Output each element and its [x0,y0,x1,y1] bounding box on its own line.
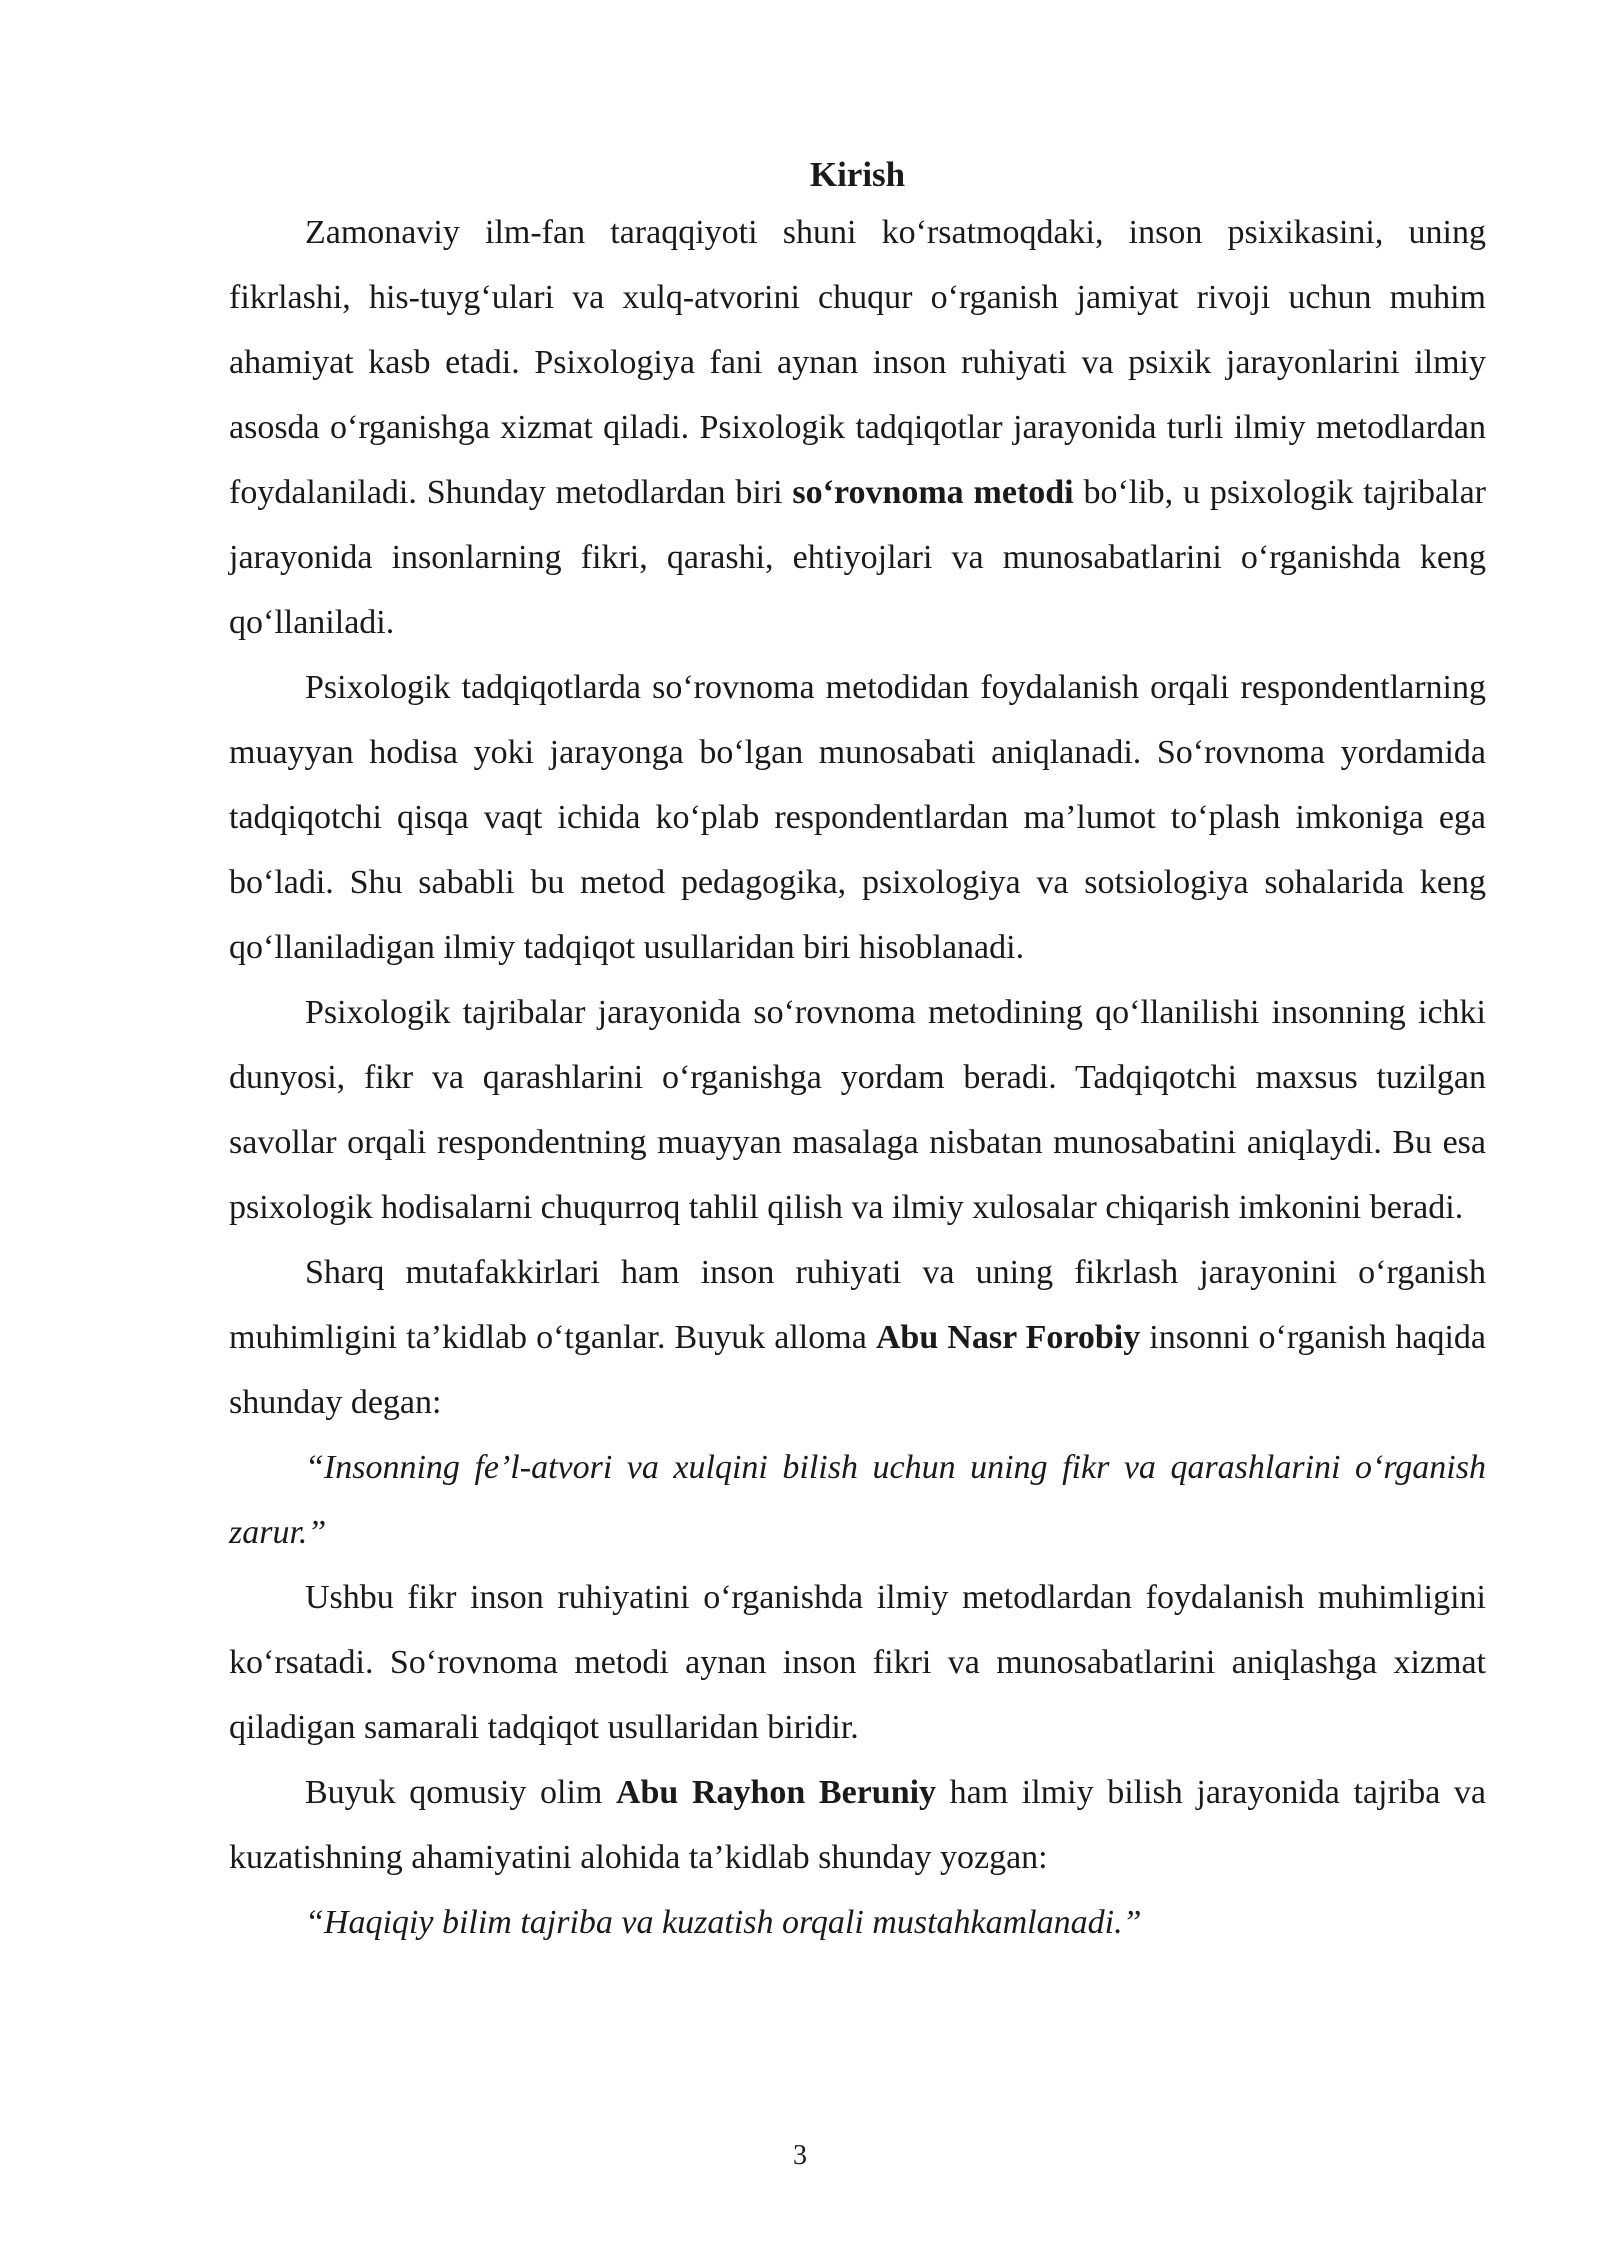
paragraph-6-bold-name: Abu Rayhon Beruniy [615,1774,937,1811]
paragraph-4-bold-name: Abu Nasr Forobiy [875,1319,1141,1356]
paragraph-3: Psixologik tajribalar jarayonida so‘rovnoma metodining qo‘llanilishi insonning ichki dunyosi, fikr va qarashlarini o‘rganishga yordam beradi. Tadqiqotchi maxsus tuzilgan savollar orqali respondentning muayyan masalaga nisbatan munosabatini aniqlaydi. Bu esa psixologik hodisalarni chuqurroq tahlil qilish va ilmiy xulosalar chiqarish imkonini beradi. [229,994,1486,1226]
page-number: 3 [793,2140,807,2171]
paragraph-1-text-b: bo‘lib, u psixologik tajribalar jarayonida insonlarning fikri, qarashi, ehtiyojlari va munosabatlarini o‘rganishda keng qo‘llaniladi. [229,474,1486,641]
paragraph-1-text-a: Zamonaviy ilm-fan taraqqiyoti shuni ko‘rsatmoqdaki, inson psixikasini, uning fikrlashi, his-tuyg‘ulari va xulq-atvorini chuqur o‘rganish jamiyat rivoji uchun muhim ahamiyat kasb etadi. Psixologiya fani aynan inson ruhiyati va psixik jarayonlarini ilmiy asosda o‘rganishga xizmat qiladi. Psixologik tadqiqotlar jarayonida turli ilmiy metodlardan foydalaniladi. Shunday metodlardan biri [229,214,1486,511]
section-title: Kirish [809,155,906,194]
paragraph-6-text-a: Buyuk qomusiy olim [305,1774,616,1811]
paragraph-2: Psixologik tadqiqotlarda so‘rovnoma metodidan foydalanish orqali respondentlarning muayyan hodisa yoki jarayonga bo‘lgan munosabati aniqlanadi. So‘rovnoma yordamida tadqiqotchi qisqa vaqt ichida ko‘plab respondentlardan ma’lumot to‘plash imkoniga ega bo‘ladi. Shu sababli bu metod pedagogika, psixologiya va sotsiologiya sohalarida keng qo‘llaniladigan ilmiy tadqiqot usullaridan biri hisoblanadi. [229,669,1486,966]
paragraph-5: Ushbu fikr inson ruhiyatini o‘rganishda ilmiy metodlardan foydalanish muhimligini ko‘rsatadi. So‘rovnoma metodi aynan inson fikri va munosabatlarini aniqlashga xizmat qiladigan samarali tadqiqot usullaridan biridir. [229,1579,1486,1746]
paragraph-1-bold-term: so‘rovnoma metodi [792,474,1074,511]
paragraph-1 [229,200,1486,655]
quote-beruniy: “Haqiqiy bilim tajriba va kuzatish orqali mustahkamlanadi.” [305,1904,1142,1941]
paragraph-6-text-b: ham ilmiy bilish jarayonida tajriba va kuzatishning ahamiyatini alohida ta’kidlab shunday yozgan: [229,1774,1487,1876]
paragraph-4-text-a: Sharq mutafakkirlari ham inson ruhiyati va uning fikrlash jarayonini o‘rganish muhimligini ta’kidlab o‘tganlar. Buyuk alloma [229,1254,1486,1356]
paragraph-4-text-b: insonni o‘rganish haqida shunday degan: [229,1319,1486,1421]
paragraph-4 [229,1240,1486,1435]
paragraph-6 [229,1760,1486,1890]
document-body [229,150,1486,1955]
quote-forobiy: “Insonning fe’l-atvori va xulqini bilish uchun uning fikr va qarashlarini o‘rganish zarur.” [229,1449,1486,1551]
